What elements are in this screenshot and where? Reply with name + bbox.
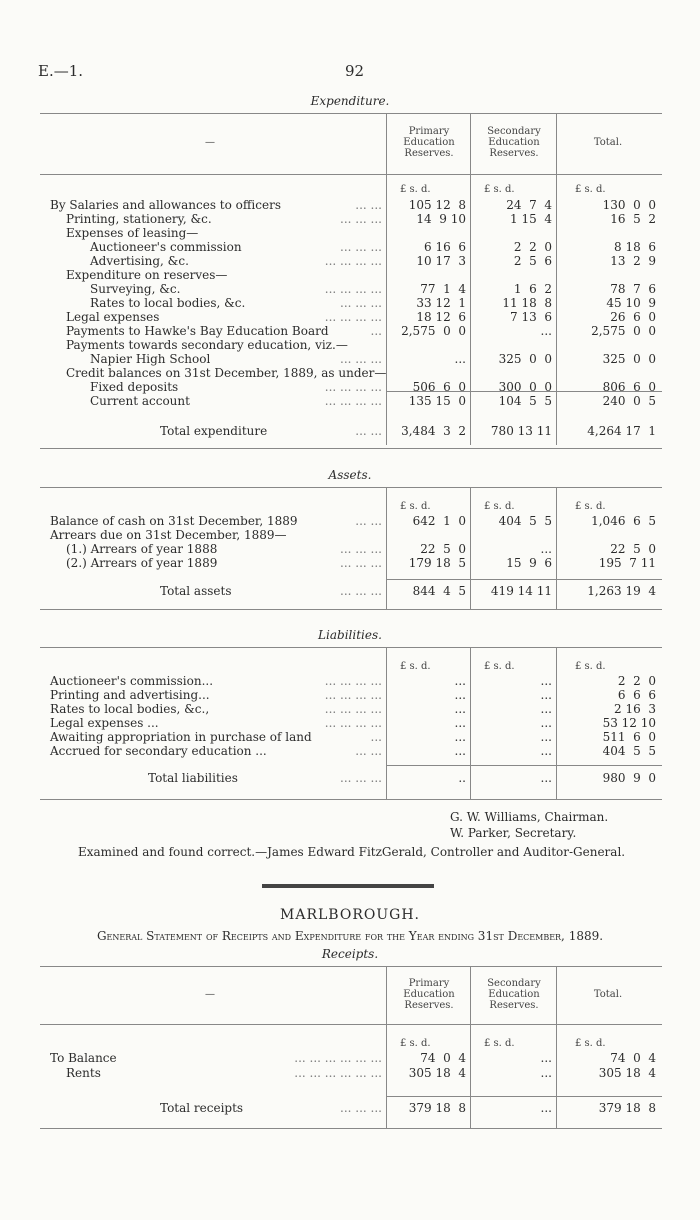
liabilities-title: Liabilities. — [318, 628, 382, 642]
table-row — [0, 1051, 700, 1065]
table-row — [0, 716, 700, 730]
secondary-amount: 7 13 6 — [510, 310, 552, 324]
table-row — [0, 702, 700, 716]
secondary-amount: 780 13 11 — [490, 424, 552, 438]
primary-amount: ... — [454, 352, 466, 366]
currency-units-label: £ s. d. — [484, 184, 515, 195]
currency-units-label: £ s. d. — [400, 1038, 431, 1049]
leader-dots: ... ... ... ... — [324, 254, 382, 268]
total-row — [0, 584, 700, 598]
blank-column-header: — — [205, 989, 215, 1000]
secondary-amount: ... — [540, 730, 552, 744]
currency-units-label: £ s. d. — [400, 501, 431, 512]
table-row — [0, 310, 700, 324]
leader-dots: ... ... ... ... — [324, 702, 382, 716]
receipts-title: Receipts. — [321, 947, 379, 961]
blank-column-header: — — [205, 137, 215, 148]
section-separator — [262, 884, 434, 888]
leader-dots: ... ... — [355, 198, 382, 212]
leader-dots: ... — [370, 324, 382, 338]
row-label: Advertising, &c. — [90, 254, 189, 268]
secondary-amount: ... — [540, 716, 552, 730]
row-label: Printing and advertising... — [50, 688, 210, 702]
leader-dots: ... ... ... ... ... ... — [294, 1051, 382, 1065]
secondary-amount: ... — [540, 1101, 552, 1115]
secondary-amount: ... — [540, 1051, 552, 1065]
secondary-amount: ... — [540, 771, 552, 785]
secondary-amount: ... — [540, 702, 552, 716]
table-row — [0, 324, 700, 338]
primary-amount: ... — [454, 744, 466, 758]
secondary-amount: 11 18 8 — [502, 296, 552, 310]
table-row — [0, 240, 700, 254]
leader-dots: ... ... ... ... — [324, 674, 382, 688]
primary-reserves-header: Primary Education Reserves. — [403, 126, 455, 159]
primary-amount: ... — [454, 730, 466, 744]
currency-units-label: £ s. d. — [400, 184, 431, 195]
row-label: Rates to local bodies, &c. — [90, 296, 246, 310]
primary-amount: 6 16 6 — [424, 240, 466, 254]
secondary-amount: 1 6 2 — [513, 282, 552, 296]
total-amount: 325 0 0 — [602, 352, 656, 366]
table-row — [0, 528, 700, 542]
secondary-amount: ... — [540, 744, 552, 758]
row-label: Auctioneer's commission... — [50, 674, 214, 688]
leader-dots: ... ... ... ... — [324, 716, 382, 730]
row-label: Rents — [66, 1066, 101, 1080]
primary-amount: 22 5 0 — [420, 542, 466, 556]
leader-dots: ... ... ... — [340, 771, 382, 785]
primary-reserves-header: Primary Education Reserves. — [403, 978, 455, 1011]
total-amount: 53 12 10 — [602, 716, 656, 730]
secondary-amount: ... — [540, 674, 552, 688]
primary-amount: 179 18 5 — [408, 556, 466, 570]
table-row — [0, 296, 700, 310]
row-label: Expenditure on reserves— — [66, 268, 228, 282]
row-label: Total expenditure — [160, 424, 268, 438]
total-amount: 74 0 4 — [610, 1051, 656, 1065]
table-row — [0, 226, 700, 240]
table-row — [0, 352, 700, 366]
total-column-header: Total. — [593, 989, 623, 1000]
chairman-signature: G. W. Williams, Chairman. — [450, 810, 609, 824]
primary-amount: 506 6 0 — [412, 380, 466, 394]
row-label: Current account — [90, 394, 190, 408]
row-label: Legal expenses — [66, 310, 160, 324]
table-row — [0, 542, 700, 556]
secondary-amount: 300 0 0 — [498, 380, 552, 394]
total-amount: 195 7 11 — [598, 556, 656, 570]
row-label: Expenses of leasing— — [66, 226, 199, 240]
row-label: Printing, stationery, &c. — [66, 212, 212, 226]
primary-amount: 77 1 4 — [420, 282, 466, 296]
leader-dots: ... ... — [355, 514, 382, 528]
secretary-signature: W. Parker, Secretary. — [450, 826, 577, 840]
total-amount: 6 6 6 — [617, 688, 656, 702]
currency-units-label: £ s. d. — [575, 501, 606, 512]
row-label: Payments to Hawke's Bay Education Board — [66, 324, 329, 338]
row-label: Fixed deposits — [90, 380, 179, 394]
table-row — [0, 556, 700, 570]
primary-amount: 33 12 1 — [416, 296, 466, 310]
row-label: Total receipts — [160, 1101, 244, 1115]
currency-units-label: £ s. d. — [400, 661, 431, 672]
primary-amount: 305 18 4 — [408, 1066, 466, 1080]
primary-amount: 10 17 3 — [416, 254, 466, 268]
leader-dots: ... ... ... ... — [324, 380, 382, 394]
currency-units-label: £ s. d. — [575, 661, 606, 672]
table-row — [0, 198, 700, 212]
leader-dots: ... ... ... ... — [324, 394, 382, 408]
total-column-header: Total. — [593, 137, 623, 148]
secondary-amount: 24 7 4 — [506, 198, 552, 212]
secondary-amount: 1 15 4 — [510, 212, 552, 226]
total-amount: 8 18 6 — [614, 240, 656, 254]
primary-amount: .. — [458, 771, 466, 785]
total-amount: 45 10 9 — [606, 296, 656, 310]
leader-dots: ... ... — [355, 424, 382, 438]
primary-amount: 3,484 3 2 — [401, 424, 466, 438]
table-row — [0, 688, 700, 702]
leader-dots: ... ... ... — [340, 296, 382, 310]
table-row — [0, 212, 700, 226]
total-amount: 379 18 8 — [598, 1101, 656, 1115]
total-amount: 16 5 2 — [610, 212, 656, 226]
leader-dots: ... ... ... ... — [324, 310, 382, 324]
leader-dots: ... ... ... — [340, 1101, 382, 1115]
row-label: Auctioneer's commission — [90, 240, 242, 254]
table-row — [0, 1066, 700, 1080]
row-label: Legal expenses ... — [50, 716, 159, 730]
table-row — [0, 254, 700, 268]
document-reference: E.—1. — [38, 62, 84, 80]
row-label: Rates to local bodies, &c., — [50, 702, 210, 716]
total-amount: 1,046 6 5 — [591, 514, 656, 528]
page-number: 92 — [345, 62, 365, 80]
secondary-amount: 15 9 6 — [506, 556, 552, 570]
row-label: By Salaries and allowances to officers — [50, 198, 281, 212]
leader-dots: ... ... ... — [340, 584, 382, 598]
currency-units-label: £ s. d. — [575, 1038, 606, 1049]
table-row — [0, 366, 700, 380]
primary-amount: 379 18 8 — [408, 1101, 466, 1115]
table-row — [0, 674, 700, 688]
leader-dots: ... ... ... ... ... ... — [294, 1066, 382, 1080]
row-label: To Balance — [50, 1051, 117, 1065]
primary-amount: 14 9 10 — [416, 212, 466, 226]
total-row — [0, 771, 700, 785]
row-label: Awaiting appropriation in purchase of land — [50, 730, 312, 744]
row-label: Balance of cash on 31st December, 1889 — [50, 514, 298, 528]
leader-dots: ... ... ... ... — [324, 688, 382, 702]
secondary-amount: ... — [540, 542, 552, 556]
total-amount: 130 0 0 — [602, 198, 656, 212]
secondary-amount: 2 5 6 — [513, 254, 552, 268]
table-row — [0, 282, 700, 296]
secondary-amount: ... — [540, 688, 552, 702]
total-amount: 404 5 5 — [602, 744, 656, 758]
primary-amount: 844 4 5 — [412, 584, 466, 598]
total-amount: 2,575 0 0 — [591, 324, 656, 338]
leader-dots: ... ... ... — [340, 212, 382, 226]
total-amount: 4,264 17 1 — [587, 424, 656, 438]
row-label: Surveying, &c. — [90, 282, 181, 296]
total-amount: 26 6 0 — [610, 310, 656, 324]
secondary-amount: 104 5 5 — [498, 394, 552, 408]
leader-dots: ... ... ... ... — [324, 282, 382, 296]
row-label: Accrued for secondary education ... — [50, 744, 267, 758]
leader-dots: ... ... ... — [340, 556, 382, 570]
row-label: (2.) Arrears of year 1889 — [66, 556, 218, 570]
row-label: Payments towards secondary education, viz.— — [66, 338, 348, 352]
row-label: Napier High School — [90, 352, 211, 366]
primary-amount: ... — [454, 688, 466, 702]
secondary-amount: ... — [540, 324, 552, 338]
total-amount: 980 9 0 — [602, 771, 656, 785]
primary-amount: 2,575 0 0 — [401, 324, 466, 338]
total-amount: 511 6 0 — [602, 730, 656, 744]
primary-amount: ... — [454, 674, 466, 688]
total-amount: 806 6 0 — [602, 380, 656, 394]
marlborough-subtitle: General Statement of Receipts and Expenditure for the Year ending 31st December, 1889. — [96, 929, 604, 943]
secondary-amount: ... — [540, 1066, 552, 1080]
primary-amount: 105 12 8 — [408, 198, 466, 212]
row-label: Total assets — [160, 584, 232, 598]
secondary-amount: 419 14 11 — [490, 584, 552, 598]
table-row — [0, 394, 700, 408]
leader-dots: ... ... — [355, 744, 382, 758]
row-label: (1.) Arrears of year 1888 — [66, 542, 218, 556]
table-row — [0, 514, 700, 528]
expenditure-title: Expenditure. — [310, 94, 390, 108]
currency-units-label: £ s. d. — [484, 1038, 515, 1049]
secondary-amount: 404 5 5 — [498, 514, 552, 528]
auditor-statement: Examined and found correct.—James Edward FitzGerald, Controller and Auditor-General. — [78, 845, 626, 859]
table-row — [0, 730, 700, 744]
total-amount: 305 18 4 — [598, 1066, 656, 1080]
assets-title: Assets. — [328, 468, 372, 482]
table-row — [0, 268, 700, 282]
total-amount: 2 16 3 — [614, 702, 656, 716]
primary-amount: 74 0 4 — [420, 1051, 466, 1065]
table-row — [0, 338, 700, 352]
leader-dots: ... ... ... — [340, 352, 382, 366]
secondary-reserves-header: Secondary Education Reserves. — [487, 978, 541, 1011]
primary-amount: ... — [454, 716, 466, 730]
row-label: Total liabilities — [148, 771, 238, 785]
total-amount: 78 7 6 — [610, 282, 656, 296]
total-amount: 22 5 0 — [610, 542, 656, 556]
leader-dots: ... ... ... — [340, 240, 382, 254]
total-amount: 1,263 19 4 — [587, 584, 656, 598]
secondary-amount: 325 0 0 — [498, 352, 552, 366]
primary-amount: 135 15 0 — [408, 394, 466, 408]
leader-dots: ... — [370, 730, 382, 744]
currency-units-label: £ s. d. — [575, 184, 606, 195]
total-row — [0, 424, 700, 438]
marlborough-title: MARLBOROUGH. — [280, 907, 420, 923]
currency-units-label: £ s. d. — [484, 501, 515, 512]
secondary-amount: 2 2 0 — [513, 240, 552, 254]
total-amount: 240 0 5 — [602, 394, 656, 408]
secondary-reserves-header: Secondary Education Reserves. — [487, 126, 541, 159]
primary-amount: ... — [454, 702, 466, 716]
table-row — [0, 744, 700, 758]
primary-amount: 18 12 6 — [416, 310, 466, 324]
total-row — [0, 1101, 700, 1115]
row-label: Arrears due on 31st December, 1889— — [50, 528, 287, 542]
total-amount: 13 2 9 — [610, 254, 656, 268]
primary-amount: 642 1 0 — [412, 514, 466, 528]
currency-units-label: £ s. d. — [484, 661, 515, 672]
row-label: Credit balances on 31st December, 1889, as under— — [66, 366, 387, 380]
total-amount: 2 2 0 — [617, 674, 656, 688]
leader-dots: ... ... ... — [340, 542, 382, 556]
